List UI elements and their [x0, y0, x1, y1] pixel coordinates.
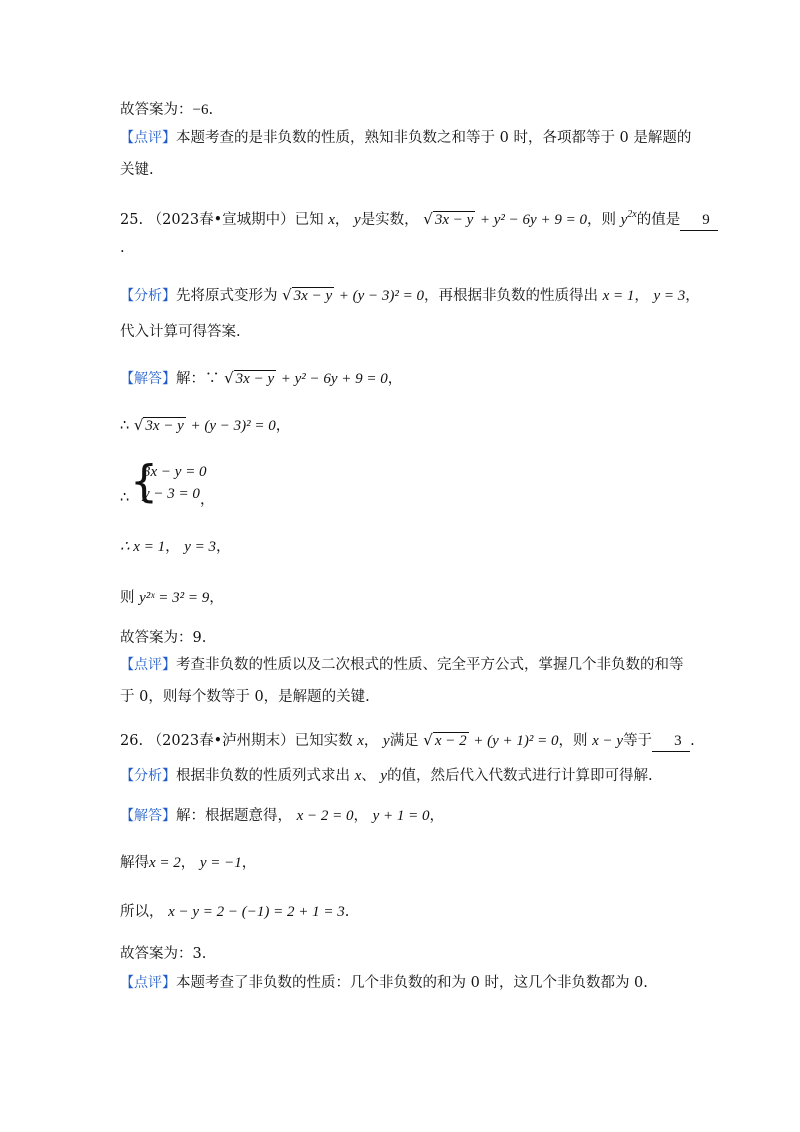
solution-25-step5: 则 y²ˣ = 3² = 9，	[120, 590, 224, 606]
question-25-dot: .	[120, 240, 125, 256]
system-eq2: y − 3 = 0	[143, 486, 200, 502]
comment-line-24-cont: 关键.	[120, 162, 154, 178]
question-25-prefix: 25. （2023春•宣城期中）已知	[120, 212, 324, 228]
sqrt-icon: √	[282, 286, 292, 304]
comment-tag: 【点评】	[120, 130, 176, 146]
analysis-tag: 【分析】	[120, 288, 176, 304]
solution-tag: 【解答】	[120, 371, 176, 387]
comment-line-26: 【点评】本题考查了非负数的性质：几个非负数的和为 0 时，这几个非负数都为 0.	[120, 975, 648, 991]
comment-line-25-cont: 于 0，则每个数等于 0，是解题的关键.	[120, 689, 370, 705]
analysis-tag: 【分析】	[120, 768, 176, 784]
answer-blank-26: 3	[652, 731, 690, 752]
solution-25-step4: ∴ x = 1， y = 3，	[120, 539, 231, 555]
solution-25-step3-therefore: ∴	[120, 490, 130, 506]
solution-25-step1: 【解答】解：∵ √ 3x − y + y² − 6y + 9 = 0，	[120, 369, 403, 387]
sqrt-icon: √	[224, 369, 234, 387]
brace-icon: {	[130, 456, 158, 507]
comment-tag: 【点评】	[120, 657, 176, 673]
analysis-25: 【分析】先将原式变形为 √ 3x − y + (y − 3)² = 0，再根据非负数的性质得出 x = 1， y = 3，	[120, 286, 700, 304]
solution-26-step3: 所以， x − y = 2 − (−1) = 2 + 1 = 3.	[120, 904, 350, 920]
comment-text: 本题考查的是非负数的性质，熟知非负数之和等于 0 时，各项都等于 0 是解题的	[176, 130, 692, 146]
solution-26-step2: 解得x = 2， y = −1，	[120, 855, 257, 871]
answer-blank-25: 9	[680, 210, 718, 231]
solution-25-step2: ∴ √ 3x − y + (y − 3)² = 0，	[120, 416, 291, 434]
question-26: 26. （2023春•泸州期末）已知实数 x， y满足 √ x − 2 + (y + 1)² = 0，则 x − y等于 3 .	[120, 730, 695, 752]
system-eq1: 3x − y = 0	[143, 464, 207, 480]
solution-tag: 【解答】	[120, 808, 176, 824]
comment-line-25: 【点评】考查非负数的性质以及二次根式的性质、完全平方公式，掌握几个非负数的和等	[120, 657, 684, 673]
answer-value: −6	[192, 102, 209, 118]
analysis-26: 【分析】根据非负数的性质列式求出 x、 y的值，然后代入代数式进行计算即可得解.	[120, 768, 653, 784]
answer-label: 故答案为：	[120, 102, 193, 118]
sqrt-icon: √	[423, 210, 433, 228]
question-25: 25. （2023春•宣城期中）已知 x， y是实数， √ 3x − y + y² − 6y + 9 = 0，则 $y^{2x}$的值是 9	[120, 205, 718, 231]
comment-line-24	[120, 128, 691, 148]
answer-line-25: 故答案为：9.	[120, 630, 207, 646]
analysis-25-cont: 代入计算可得答案.	[120, 324, 241, 340]
answer-line-24: 故答案为：−6.	[120, 102, 214, 118]
sqrt-icon: √	[423, 731, 433, 749]
answer-line-26: 故答案为：3.	[120, 946, 207, 962]
comment-tag: 【点评】	[120, 975, 176, 991]
system-end: ，	[200, 492, 215, 508]
solution-26-step1: 【解答】解：根据题意得， x − 2 = 0， y + 1 = 0，	[120, 808, 445, 824]
sqrt-icon: √	[133, 416, 144, 434]
